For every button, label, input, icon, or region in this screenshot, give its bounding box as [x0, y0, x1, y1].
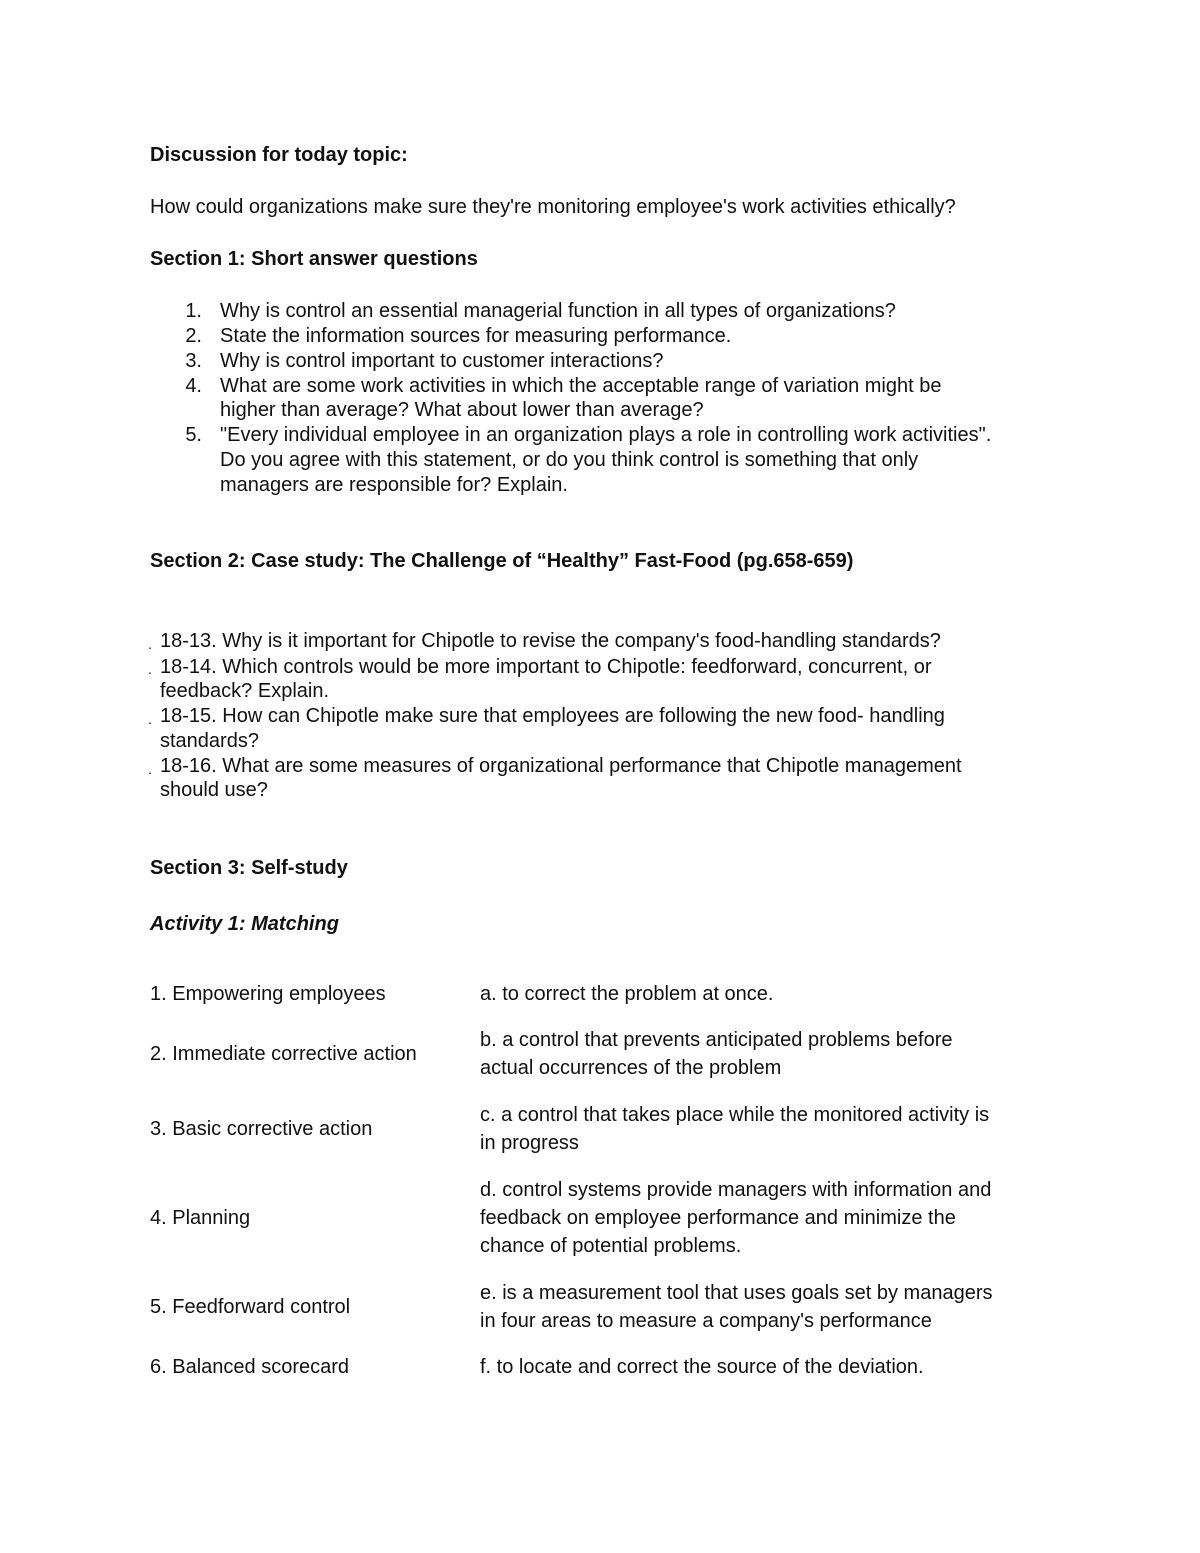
activity-heading: Activity 1: Matching [150, 913, 339, 935]
list-item-number: 4. [185, 375, 202, 397]
list-item-number: 5. [185, 424, 202, 446]
list-item-text: 18-15. How can Chipotle make sure that employees are following the new food- handling [160, 705, 945, 727]
list-item-number: 3. [185, 350, 202, 372]
matching-definition: e. is a measurement tool that uses goals set by managers [480, 1282, 993, 1304]
discussion-question: How could organizations make sure they're monitoring employee's work activities ethically? [150, 196, 956, 218]
matching-definition: c. a control that takes place while the monitored activity is [480, 1104, 990, 1126]
section3-heading: Section 3: Self-study [150, 857, 348, 879]
bullet-dot: . [148, 761, 152, 777]
section2-heading: Section 2: Case study: The Challenge of “Healthy” Fast-Food (pg.658-659) [150, 550, 854, 572]
discussion-heading: Discussion for today topic: [150, 144, 408, 166]
section1-heading: Section 1: Short answer questions [150, 248, 478, 270]
matching-term: 1. Empowering employees [150, 983, 386, 1005]
bullet-dot: . [148, 636, 152, 652]
list-item-text: State the information sources for measuring performance. [220, 325, 732, 347]
bullet-dot: . [148, 661, 152, 677]
matching-term: 4. Planning [150, 1207, 251, 1229]
matching-definition: actual occurrences of the problem [480, 1057, 782, 1079]
list-item-text: Why is control important to customer interactions? [220, 350, 664, 372]
list-item-text: standards? [160, 730, 259, 752]
matching-definition: b. a control that prevents anticipated problems before [480, 1029, 953, 1051]
list-item-text: should use? [160, 779, 268, 801]
matching-definition: d. control systems provide managers with information and [480, 1179, 992, 1201]
list-item-text: What are some work activities in which the acceptable range of variation might be [220, 375, 942, 397]
list-item-text: "Every individual employee in an organization plays a role in controlling work activities". [220, 424, 992, 446]
list-item-text: 18-16. What are some measures of organizational performance that Chipotle management [160, 755, 962, 777]
matching-definition: f. to locate and correct the source of the deviation. [480, 1356, 924, 1378]
bullet-dot: . [148, 711, 152, 727]
matching-term: 6. Balanced scorecard [150, 1356, 350, 1378]
matching-definition: a. to correct the problem at once. [480, 983, 774, 1005]
matching-definition: feedback on employee performance and minimize the [480, 1207, 956, 1229]
list-item-text: managers are responsible for? Explain. [220, 474, 568, 496]
matching-definition: chance of potential problems. [480, 1235, 742, 1257]
matching-definition: in progress [480, 1132, 579, 1154]
list-item-text: 18-13. Why is it important for Chipotle to revise the company's food-handling standards? [160, 630, 941, 652]
matching-term: 5. Feedforward control [150, 1296, 351, 1318]
matching-definition: in four areas to measure a company's performance [480, 1310, 932, 1332]
list-item-number: 1. [185, 300, 202, 322]
list-item-text: 18-14. Which controls would be more important to Chipotle: feedforward, concurrent, or [160, 656, 932, 678]
matching-term: 2. Immediate corrective action [150, 1043, 417, 1065]
list-item-text: Why is control an essential managerial function in all types of organizations? [220, 300, 896, 322]
list-item-text: Do you agree with this statement, or do you think control is something that only [220, 449, 919, 471]
list-item-number: 2. [185, 325, 202, 347]
list-item-text: feedback? Explain. [160, 680, 330, 702]
list-item-text: higher than average? What about lower than average? [220, 399, 704, 421]
matching-term: 3. Basic corrective action [150, 1118, 373, 1140]
